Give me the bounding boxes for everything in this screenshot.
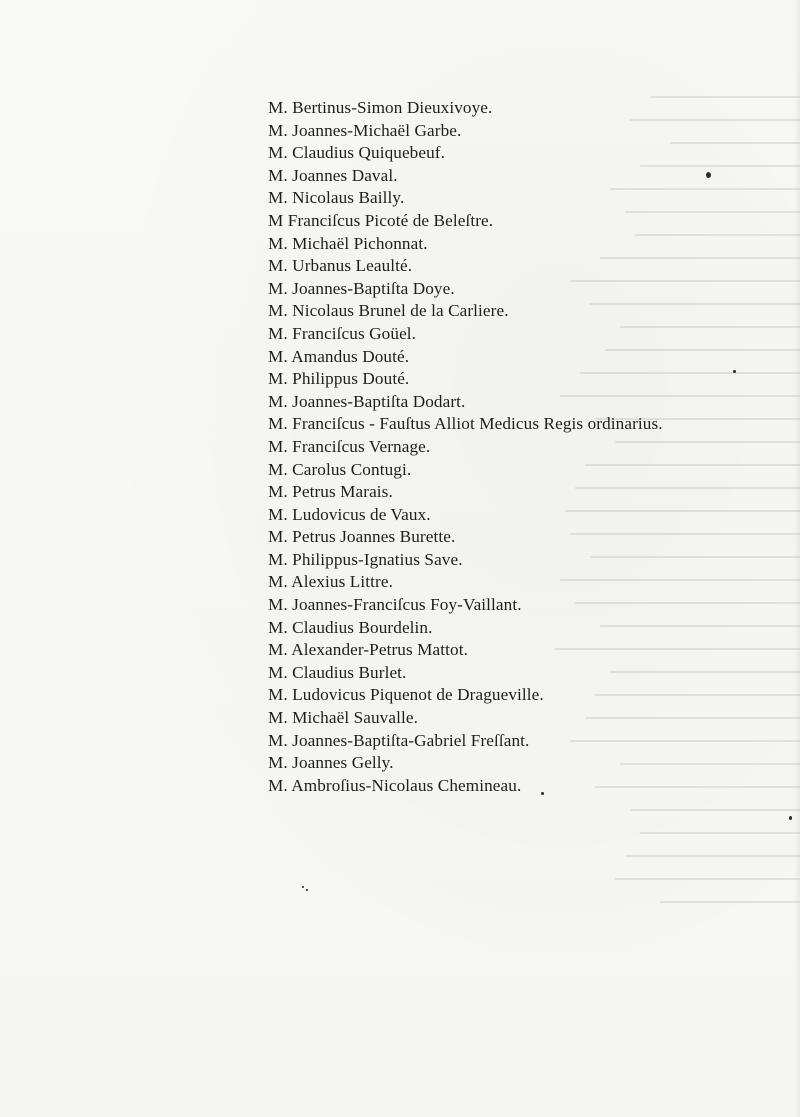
ink-speck: [706, 172, 711, 178]
list-item: M. Ludovicus de Vaux.: [268, 504, 431, 524]
page-edge-shadow: [794, 0, 800, 1117]
list-item: M. Philippus-Ignatius Save.: [268, 549, 463, 569]
list-item: M. Joannes-Michaël Garbe.: [268, 120, 462, 140]
list-item: M. Franciſcus - Fauſtus Alliot Medicus Regis ordinarius.: [268, 414, 663, 434]
list-item: M. Michaël Pichonnat.: [268, 233, 428, 253]
list-item: M. Franciſcus Vernage.: [268, 436, 431, 456]
list-item: M. Joannes-Baptiſta-Gabriel Freſſant.: [268, 730, 530, 750]
name-list: [268, 97, 663, 797]
list-item: M. Nicolaus Bailly.: [268, 188, 405, 208]
list-item: M. Joannes Daval.: [268, 165, 398, 185]
list-item: M. Claudius Burlet.: [268, 662, 407, 682]
list-item: M. Joannes-Baptiſta Dodart.: [268, 391, 466, 411]
ink-speck: [302, 886, 304, 888]
list-item: M. Claudius Bourdelin.: [268, 617, 433, 637]
list-item: M Franciſcus Picoté de Beleſtre.: [268, 210, 494, 230]
list-item: M. Urbanus Leaulté.: [268, 256, 413, 276]
ink-speck: [733, 370, 736, 373]
list-item: M. Michaël Sauvalle.: [268, 708, 418, 728]
list-item: M. Alexander-Petrus Mattot.: [268, 640, 468, 660]
list-item: M. Amandus Douté.: [268, 346, 410, 366]
list-item: M. Petrus Joannes Burette.: [268, 527, 456, 547]
list-item: M. Carolus Contugi.: [268, 459, 412, 479]
list-item: M. Bertinus-Simon Dieuxivoye.: [268, 98, 493, 117]
list-item: M. Joannes-Baptiſta Doye.: [268, 278, 455, 298]
list-item: M. Claudius Quiquebeuf.: [268, 143, 446, 163]
ink-speck: [306, 889, 308, 891]
list-item: M. Ambroſius-Nicolaus Chemineau.: [268, 775, 522, 795]
list-item: M. Nicolaus Brunel de la Carliere.: [268, 301, 509, 321]
list-item: M. Philippus Douté.: [268, 369, 410, 389]
list-item: M. Franciſcus Goüel.: [268, 323, 417, 343]
list-item: M. Joannes Gelly.: [268, 753, 394, 773]
list-item: M. Joannes-Franciſcus Foy-Vaillant.: [268, 595, 522, 615]
list-item: M. Ludovicus Piquenot de Dragueville.: [268, 685, 544, 705]
ink-speck: [541, 792, 544, 795]
list-item: M. Alexius Littre.: [268, 572, 393, 592]
ink-speck: [789, 816, 792, 820]
list-item: M. Petrus Marais.: [268, 482, 393, 502]
